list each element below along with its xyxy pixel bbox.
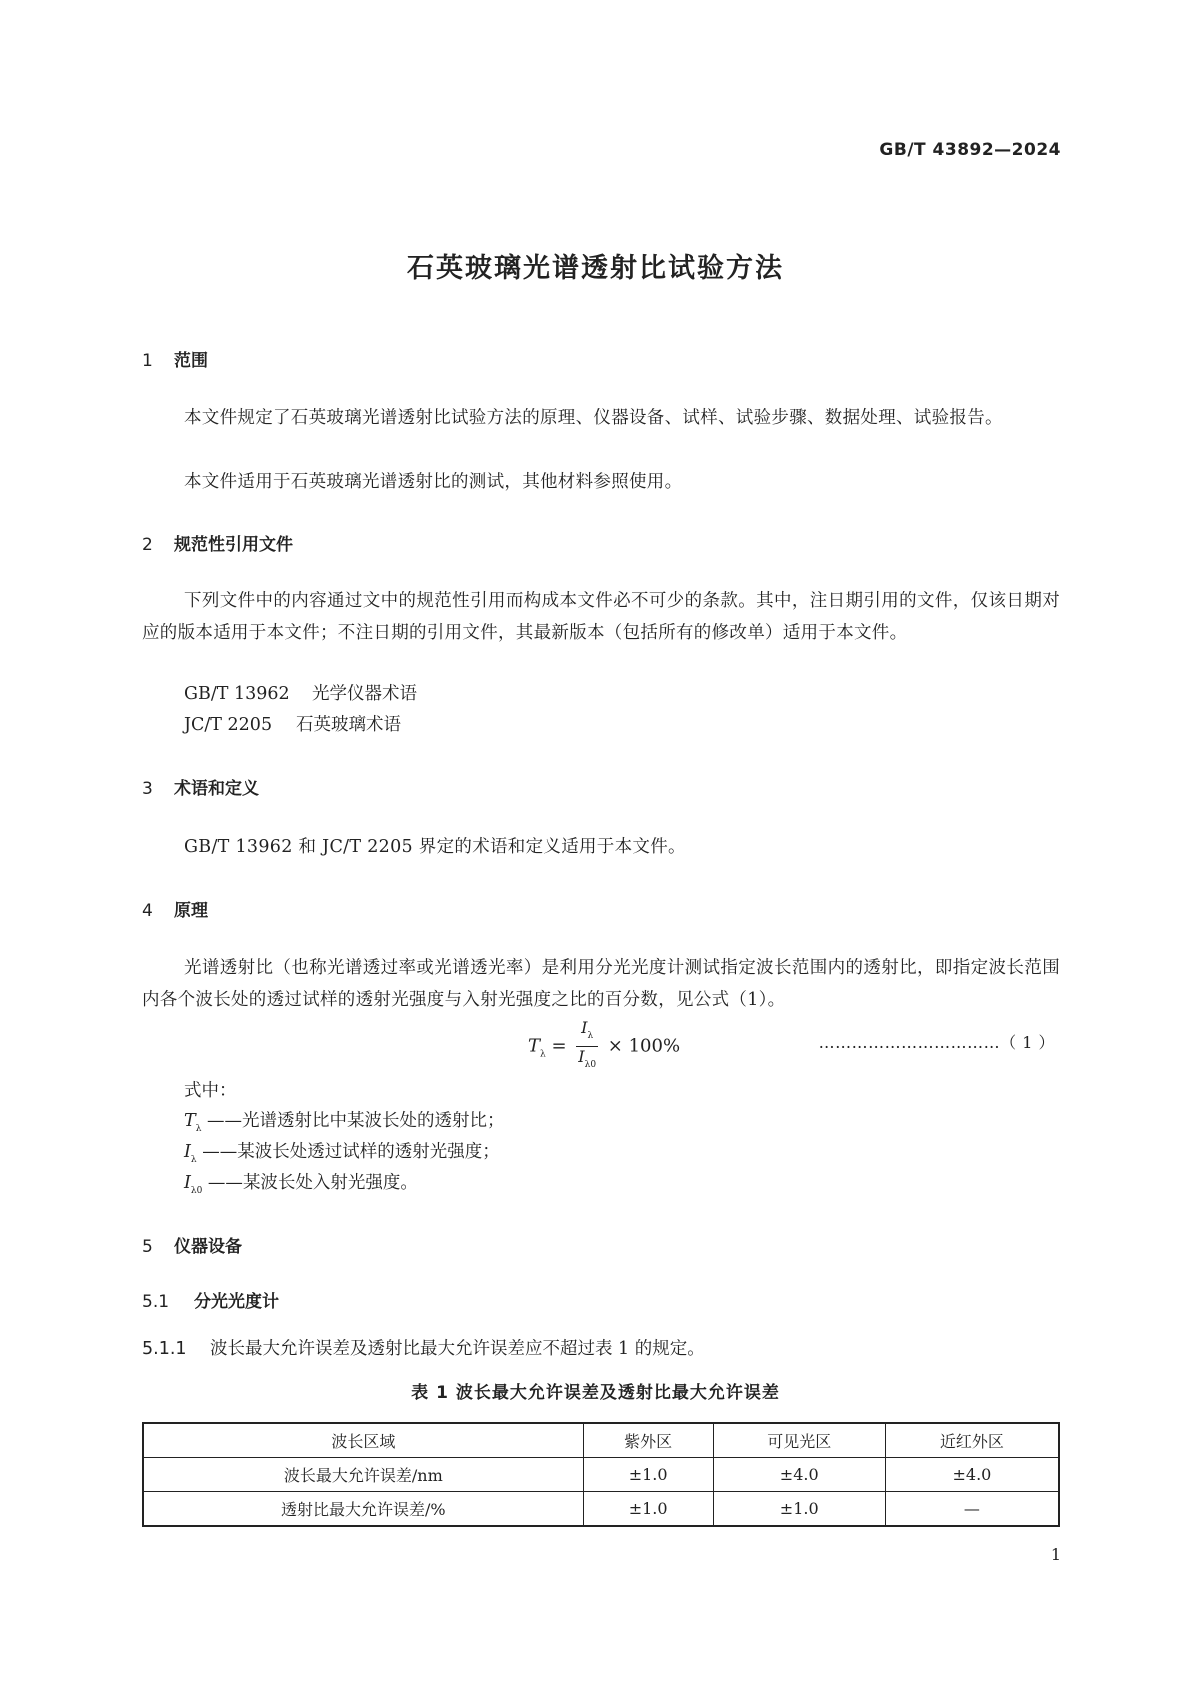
section-5-heading (142, 1232, 242, 1257)
where-item (184, 1138, 500, 1165)
formula-subscript: λ (540, 1049, 546, 1060)
table-cell: ±4.0 (713, 1458, 885, 1492)
table-header-cell: 波长区域 (143, 1423, 583, 1458)
where-subscript: λ (190, 1155, 197, 1165)
leader-dots: …………………………… (818, 1033, 1001, 1052)
section-number: 5 (142, 1237, 153, 1257)
section-number: 4 (142, 901, 153, 921)
table-cell: 透射比最大允许误差/% (143, 1492, 583, 1527)
page-number: 1 (1050, 1545, 1061, 1564)
where-label: 式中： (184, 1081, 237, 1101)
formula-symbol: I (578, 1047, 585, 1066)
formula-number: （ 1 ） (1000, 1033, 1055, 1052)
reference-item (184, 711, 401, 736)
formula-subscript: λ0 (584, 1060, 597, 1070)
terms-paragraph: GB/T 13962 和 JC/T 2205 界定的术语和定义适用于本文件。 (184, 837, 686, 857)
section-title: 术语和定义 (174, 779, 259, 799)
section-title: 规范性引用文件 (174, 535, 293, 555)
table-caption: 表 1 波长最大允许误差及透射比最大允许误差 (411, 1383, 780, 1403)
formula-equals: = (551, 1035, 567, 1057)
reference-code: GB/T 13962 (184, 684, 290, 704)
scope-paragraph-2: 本文件适用于石英玻璃光谱透射比的测试，其他材料参照使用。 (184, 472, 683, 492)
table-cell: 波长最大允许误差/nm (143, 1458, 583, 1492)
formula-fraction (576, 1018, 598, 1075)
formula-subscript: λ (587, 1031, 594, 1041)
standard-number: GB/T 43892—2024 (879, 140, 1061, 160)
where-symbol: T (184, 1111, 196, 1131)
table-cell: ±1.0 (583, 1458, 713, 1492)
where-text: 某波长处透过试样的透射光强度； (237, 1142, 500, 1162)
document-title: 石英玻璃光谱透射比试验方法 (407, 253, 784, 284)
table-cell: ±1.0 (713, 1492, 885, 1527)
where-symbol: I (184, 1173, 191, 1193)
table-cell: ±1.0 (583, 1492, 713, 1527)
where-item (184, 1107, 504, 1134)
subsection-5-1-heading (142, 1287, 279, 1312)
formula-symbol: T (528, 1035, 541, 1057)
where-dash: —— (202, 1173, 243, 1193)
table-row (143, 1492, 1059, 1527)
where-text: 某波长处入射光强度。 (242, 1173, 418, 1193)
section-number: 1 (142, 351, 153, 371)
tolerance-table (142, 1422, 1060, 1527)
section-title: 范围 (174, 351, 208, 371)
formula-1 (528, 1018, 680, 1075)
where-item (184, 1169, 418, 1196)
scope-paragraph-1: 本文件规定了石英玻璃光谱透射比试验方法的原理、仪器设备、试样、试验步骤、数据处理、试验报告。 (184, 408, 1003, 428)
formula-label (819, 1030, 1055, 1053)
section-title: 原理 (174, 901, 208, 921)
where-symbol: I (184, 1142, 191, 1162)
table-row (143, 1458, 1059, 1492)
section-title: 仪器设备 (174, 1237, 242, 1257)
section-3-heading (142, 774, 259, 799)
where-dash: —— (201, 1111, 242, 1131)
subsection-title: 分光光度计 (194, 1292, 279, 1312)
fraction-denominator (576, 1047, 598, 1075)
clause-number: 5.1.1 (142, 1339, 187, 1359)
formula-symbol: I (581, 1018, 588, 1037)
table-header-cell: 近红外区 (885, 1423, 1059, 1458)
section-number: 2 (142, 535, 153, 555)
section-number: 3 (142, 779, 153, 799)
clause-text: 波长最大允许误差及透射比最大允许误差应不超过表 1 的规定。 (210, 1339, 705, 1359)
fraction-numerator (576, 1018, 598, 1047)
section-1-heading (142, 346, 208, 371)
clause-5-1-1 (142, 1335, 705, 1360)
reference-name: 石英玻璃术语 (296, 715, 401, 735)
reference-item (184, 680, 417, 705)
where-dash: —— (196, 1142, 238, 1162)
where-text: 光谱透射比中某波长处的透射比； (241, 1111, 505, 1131)
table-cell: ±4.0 (885, 1458, 1059, 1492)
formula-multiplier: × 100% (607, 1035, 681, 1057)
references-paragraph: 下列文件中的内容通过文中的规范性引用而构成本文件必不可少的条款。其中，注日期引用的文件，仅该日期对应的版本适用于本文件；不注日期的引用文件，其最新版本（包括所有的修改单）适用于本文件。 (142, 591, 1060, 643)
principle-paragraph: 光谱透射比（也称光谱透过率或光谱透光率）是利用分光光度计测试指定波长范围内的透射比，即指定波长范围内各个波长处的透过试样的透射光强度与入射光强度之比的百分数，见公式（1）。 (142, 958, 1060, 1010)
section-4-heading (142, 896, 208, 921)
table-cell: — (885, 1492, 1059, 1527)
reference-code: JC/T 2205 (184, 715, 273, 735)
table-header-cell: 紫外区 (583, 1423, 713, 1458)
where-subscript: λ (195, 1124, 202, 1134)
table-header-row (143, 1423, 1059, 1458)
section-2-heading (142, 530, 293, 555)
subsection-number: 5.1 (142, 1292, 170, 1312)
where-subscript: λ0 (190, 1186, 203, 1196)
table-header-cell: 可见光区 (713, 1423, 885, 1458)
reference-name: 光学仪器术语 (312, 684, 417, 704)
